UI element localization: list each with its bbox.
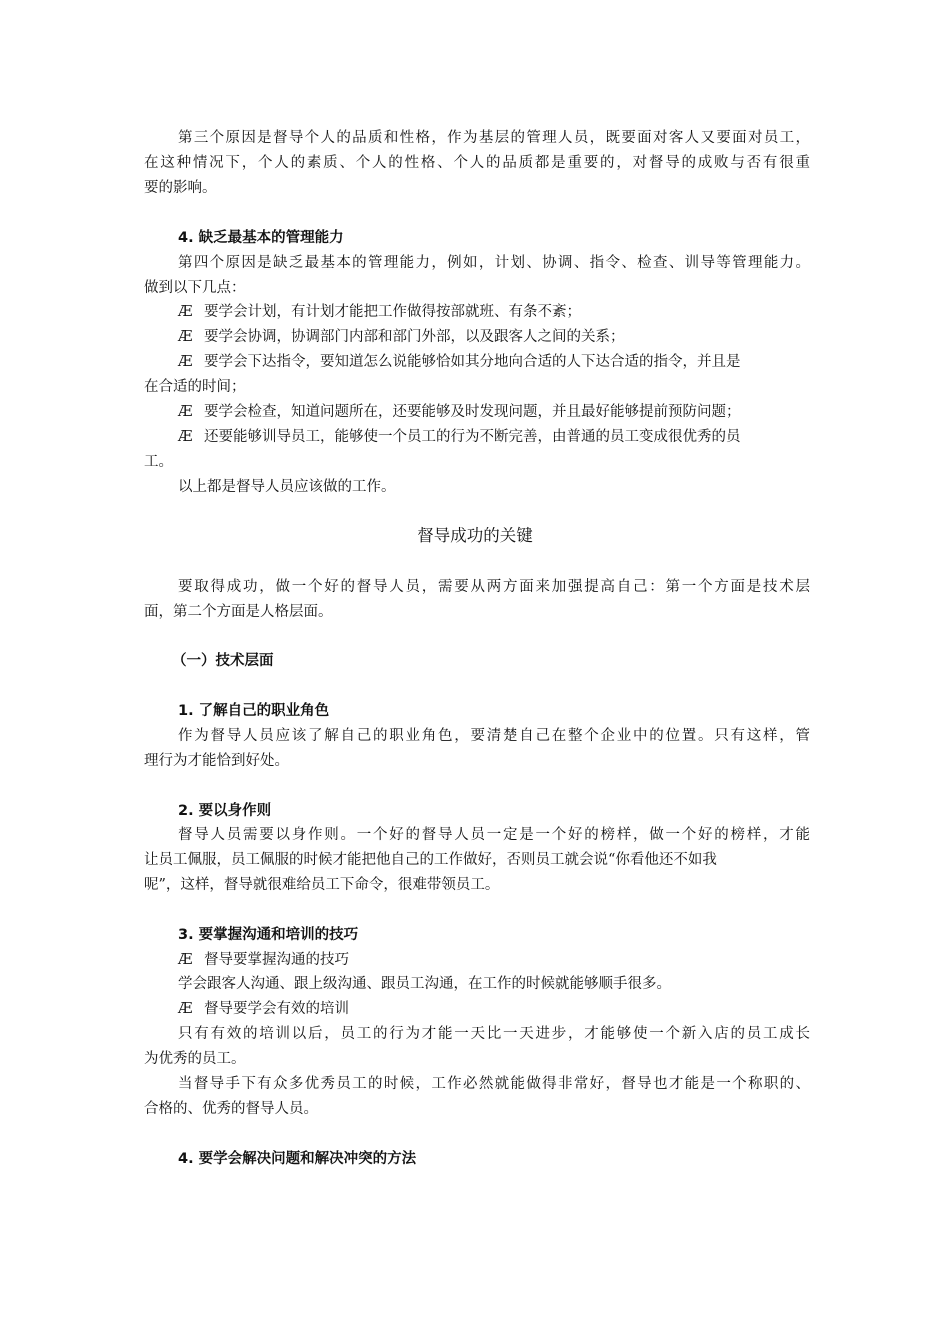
section-title: 督导成功的关键: [417, 526, 533, 545]
bullet-item: [178, 327, 625, 347]
bullet-marker: Æ: [178, 952, 193, 968]
paragraph-line: 在这种情况下，个人的素质、个人的性格、个人的品质都是重要的，对督导的成败与否有很重: [144, 155, 810, 171]
bullet-text: 要学会下达指令，要知道怎么说能够恰如其分地向合适的人下达合适的指令，并且是: [204, 354, 741, 370]
bullet-marker: Æ: [178, 304, 193, 320]
bullet-continuation: 工。: [144, 454, 173, 470]
paragraph-line: 面，第二个方面是人格层面。: [144, 604, 333, 620]
heading-4-conflict: 4. 要学会解决问题和解决冲突的方法: [178, 1151, 417, 1167]
bullet-marker: Æ: [178, 354, 193, 370]
paragraph-line: 学会跟客人沟通、跟上级沟通、跟员工沟通，在工作的时候就能够顺手很多。: [178, 976, 671, 992]
paragraph-line: 合格的、优秀的督导人员。: [144, 1101, 318, 1117]
paragraph-line: 呢”，这样，督导就很难给员工下命令，很难带领员工。: [144, 877, 500, 893]
bullet-item: [178, 427, 741, 447]
paragraph-line: 当督导手下有众多优秀员工的时候，工作必然就能做得非常好，督导也才能是一个称职的、: [178, 1076, 810, 1092]
bullet-marker: Æ: [178, 404, 193, 420]
bullet-item: [178, 352, 741, 372]
paragraph-line: 以上都是督导人员应该做的工作。: [178, 479, 396, 495]
paragraph-line: 第四个原因是缺乏最基本的管理能力，例如，计划、协调、指令、检查、训导等管理能力。: [178, 255, 810, 271]
heading-1-role: 1. 了解自己的职业角色: [178, 703, 330, 719]
paragraph-line: 做到以下几点：: [144, 280, 246, 296]
paragraph-line: 让员工佩服，员工佩服的时候才能把他自己的工作做好，否则员工就会说“你看他还不如我: [144, 852, 717, 868]
paragraph-line: 第三个原因是督导个人的品质和性格，作为基层的管理人员，既要面对客人又要面对员工，: [178, 130, 810, 146]
bullet-item: [178, 950, 349, 970]
bullet-marker: Æ: [178, 1001, 193, 1017]
paragraph-line: 作为督导人员应该了解自己的职业角色，要清楚自己在整个企业中的位置。只有这样，管: [178, 728, 810, 744]
bullet-text: 督导要掌握沟通的技巧: [204, 952, 349, 968]
paragraph-line: 为优秀的员工。: [144, 1051, 246, 1067]
paragraph-line: 要取得成功，做一个好的督导人员，需要从两方面来加强提高自己：第一个方面是技术层: [178, 579, 810, 595]
bullet-text: 还要能够训导员工，能够使一个员工的行为不断完善，由普通的员工变成很优秀的员: [204, 429, 741, 445]
bullet-text: 要学会检查，知道问题所在，还要能够及时发现问题，并且最好能够提前预防问题；: [204, 404, 741, 420]
bullet-text: 要学会计划，有计划才能把工作做得按部就班、有条不紊；: [204, 304, 581, 320]
bullet-marker: Æ: [178, 429, 193, 445]
bullet-item: [178, 302, 581, 322]
subsection-title: （一）技术层面: [172, 653, 274, 669]
bullet-marker: Æ: [178, 329, 193, 345]
bullet-text: 督导要学会有效的培训: [204, 1001, 349, 1017]
heading-2-example: 2. 要以身作则: [178, 803, 272, 819]
heading-4-lack-management: 4. 缺乏最基本的管理能力: [178, 230, 344, 246]
bullet-text: 要学会协调，协调部门内部和部门外部，以及跟客人之间的关系；: [204, 329, 625, 345]
paragraph-line: 只有有效的培训以后，员工的行为才能一天比一天进步，才能够使一个新入店的员工成长: [178, 1026, 810, 1042]
bullet-continuation: 在合适的时间；: [144, 379, 246, 395]
paragraph-line: 理行为才能恰到好处。: [144, 753, 289, 769]
bullet-item: [178, 999, 349, 1019]
paragraph-line: 督导人员需要以身作则。一个好的督导人员一定是一个好的榜样，做一个好的榜样，才能: [178, 827, 810, 843]
paragraph-line: 要的影响。: [144, 180, 217, 196]
bullet-item: [178, 402, 741, 422]
heading-3-communication: 3. 要掌握沟通和培训的技巧: [178, 927, 359, 943]
